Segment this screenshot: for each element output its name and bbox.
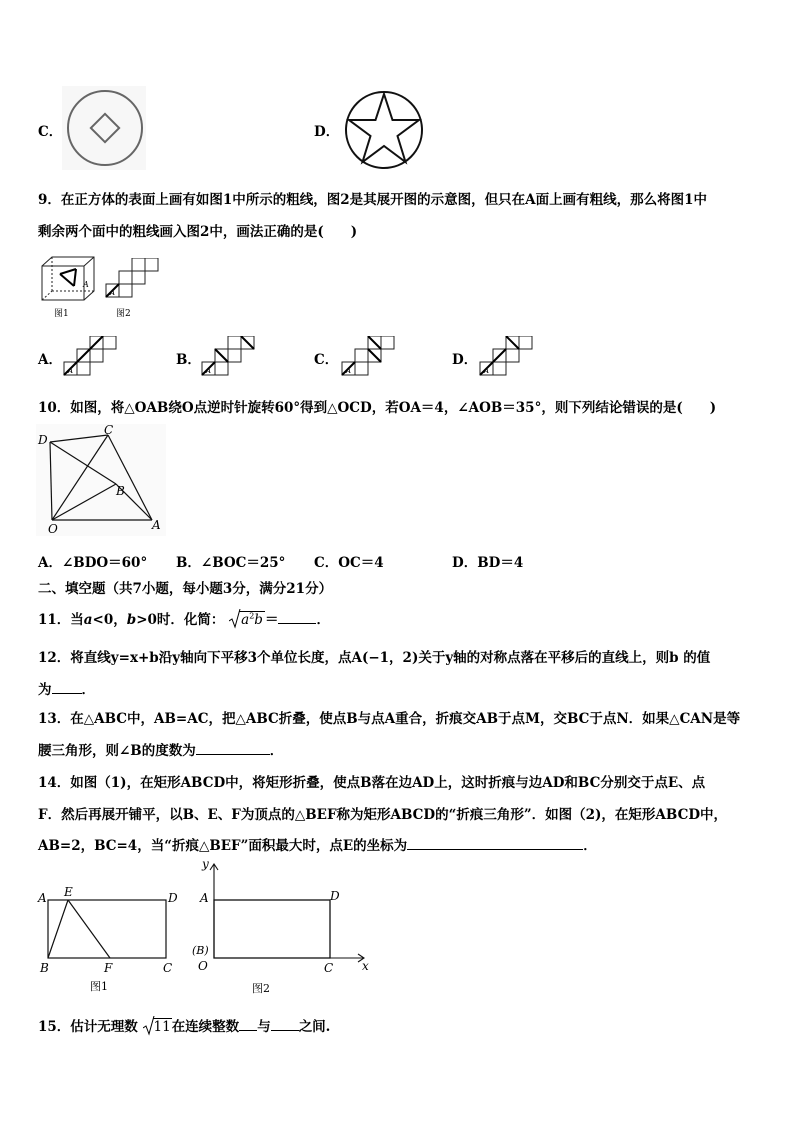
q14-fig1 bbox=[34, 884, 184, 996]
q9-option-d-face: A bbox=[484, 367, 490, 375]
q8-option-d-label: D． bbox=[314, 124, 340, 140]
q10-option-d: D．BD＝4 bbox=[452, 555, 524, 571]
q11-lt0: <0， bbox=[92, 612, 127, 628]
q10-label-c: C bbox=[104, 424, 114, 437]
q14-fig1-label-b: B bbox=[40, 961, 49, 975]
q9-option-a-label: A． bbox=[38, 352, 62, 368]
q14-fig2-label-c: C bbox=[324, 961, 334, 975]
q11-eq: ＝ bbox=[264, 612, 279, 628]
q10-label-d: D bbox=[38, 433, 48, 447]
q9-fig1-face-a: A bbox=[83, 280, 89, 289]
q11-radical-sign bbox=[229, 609, 241, 629]
q14-fig2-label-o: O bbox=[198, 959, 208, 973]
q15-mid1: 在连续整数 bbox=[171, 1019, 240, 1035]
q9-stem-line2: 剩余两个面中的粗线画入图2中，画法正确的是( ) bbox=[38, 224, 358, 240]
q11-var-b: b bbox=[126, 612, 137, 628]
q10-label-a: A bbox=[152, 518, 161, 532]
q14-fig1-label-a: A bbox=[38, 891, 47, 905]
q9-option-d-figure bbox=[479, 336, 535, 378]
q11-radicand-b: b bbox=[254, 612, 263, 628]
q10-rotation-figure bbox=[36, 424, 166, 536]
q9-fig2-net bbox=[104, 258, 162, 320]
q14-fig2-axis-x: x bbox=[362, 959, 369, 973]
q11-gt0: >0时．化简： bbox=[136, 612, 225, 628]
q13-stem-line1: 13．在△ABC中，AB=AC，把△ABC折叠，使点B与点A重合，折痕交AB于点M，交BC于点N．如果△CAN是等 bbox=[38, 711, 741, 727]
q14-fig1-label-c: C bbox=[163, 961, 173, 975]
q14-end: ． bbox=[583, 838, 597, 854]
q14-fig1-caption: 图1 bbox=[90, 980, 108, 993]
q15-mid2: 与 bbox=[257, 1019, 271, 1035]
q9-option-a-figure bbox=[63, 336, 119, 378]
q15-radicand: 11 bbox=[153, 1019, 171, 1035]
q10-option-a: A．∠BDO＝60° bbox=[38, 555, 148, 571]
q9-option-b-figure bbox=[201, 336, 257, 378]
q10-stem: 10．如图，将△OAB绕O点逆时针旋转60°得到△OCD，若OA＝4，∠AOB＝35°，则下列结论错误的是( ) bbox=[38, 400, 717, 416]
q9-fig1-caption: 图1 bbox=[54, 309, 69, 319]
q14-stem-line3 bbox=[38, 834, 597, 854]
q12-pre: 为 bbox=[38, 682, 52, 698]
q13-stem-line2 bbox=[38, 739, 283, 759]
q10-label-o: O bbox=[48, 522, 58, 536]
q10-label-b: B bbox=[116, 484, 125, 498]
q10-option-c: C．OC＝4 bbox=[314, 555, 384, 571]
section-2-heading: 二、填空题（共7小题，每小题3分，满分21分） bbox=[38, 581, 333, 597]
q11-line bbox=[38, 608, 330, 628]
q13-answer-blank[interactable] bbox=[196, 742, 270, 755]
q14-fig2-caption: 图2 bbox=[252, 982, 270, 995]
q9-option-d-label: D． bbox=[452, 352, 478, 368]
q9-option-c-figure bbox=[341, 336, 397, 378]
q8-option-c-figure bbox=[62, 86, 146, 170]
q11-answer-blank[interactable] bbox=[278, 611, 316, 624]
q9-fig2-face-a: A bbox=[110, 289, 116, 297]
q14-fig2-label-b-paren: (B) bbox=[192, 944, 209, 957]
q14-fig1-label-d: D bbox=[168, 891, 178, 905]
q14-fig2-label-a: A bbox=[200, 891, 209, 905]
q12-stem-line1: 12．将直线y=x+b沿y轴向下平移3个单位长度，点A(−1，2)关于y轴的对称点落在平移后的直线上，则b 的值 bbox=[38, 650, 711, 666]
q8-option-c-label: C． bbox=[38, 124, 63, 140]
q9-stem-line1: 9．在正方体的表面上画有如图1中所示的粗线，图2是其展开图的示意图，但只在A面上画有粗线，那么将图1中 bbox=[38, 192, 708, 208]
q14-stem-line2: F．然后再展开铺平，以B、E、F为顶点的△BEF称为矩形ABCD的“折痕三角形”．如图（2)，在矩形ABCD中， bbox=[38, 807, 728, 823]
q11-pre: 11．当 bbox=[38, 612, 84, 628]
q9-option-b-face: A bbox=[206, 367, 212, 375]
q13-end: ． bbox=[269, 743, 284, 759]
q11-radicand-a: a bbox=[241, 612, 250, 628]
q12-end: ． bbox=[81, 682, 95, 698]
q14-pre: AB=2，BC=4，当“折痕△BEF”面积最大时，点E的坐标为 bbox=[38, 838, 408, 854]
q12-stem-line2 bbox=[38, 678, 95, 698]
q8-option-d-figure bbox=[342, 88, 426, 172]
q15-sqrt bbox=[143, 1019, 172, 1035]
q11-end: ． bbox=[316, 612, 330, 628]
q15-pre: 15．估计无理数 bbox=[38, 1019, 138, 1035]
q9-fig1-cube bbox=[38, 254, 98, 320]
q11-var-a: a bbox=[83, 612, 93, 628]
q9-option-a-face: A bbox=[68, 367, 74, 375]
q14-fig2-label-d: D bbox=[330, 889, 340, 903]
q12-answer-blank[interactable] bbox=[52, 681, 82, 694]
q14-fig2-axis-y: y bbox=[202, 857, 209, 871]
q14-fig2 bbox=[190, 856, 375, 1000]
q9-fig2-caption: 图2 bbox=[116, 309, 131, 319]
q14-stem-line1: 14．如图（1)，在矩形ABCD中，将矩形折叠，使点B落在边AD上，这时折痕与边AD和BC分别交于点E、点 bbox=[38, 775, 706, 791]
q14-fig1-label-f: F bbox=[104, 961, 113, 975]
q15-radical-sign bbox=[143, 1016, 155, 1036]
q14-fig1-label-e: E bbox=[64, 885, 73, 899]
q10-option-b: B．∠BOC＝25° bbox=[176, 555, 286, 571]
q11-sqrt bbox=[229, 612, 265, 629]
q13-pre: 腰三角形，则∠B的度数为 bbox=[38, 743, 196, 759]
q14-answer-blank[interactable] bbox=[407, 837, 583, 850]
q9-option-b-label: B． bbox=[176, 352, 201, 368]
q15-answer-blank-2[interactable] bbox=[271, 1018, 299, 1031]
q11-exponent: 2 bbox=[249, 611, 255, 621]
q15-end: 之间. bbox=[298, 1019, 331, 1035]
q9-option-c-label: C． bbox=[314, 352, 339, 368]
q9-option-c-face: A bbox=[346, 367, 352, 375]
q15-line bbox=[38, 1015, 330, 1035]
q15-answer-blank-1[interactable] bbox=[239, 1018, 257, 1031]
